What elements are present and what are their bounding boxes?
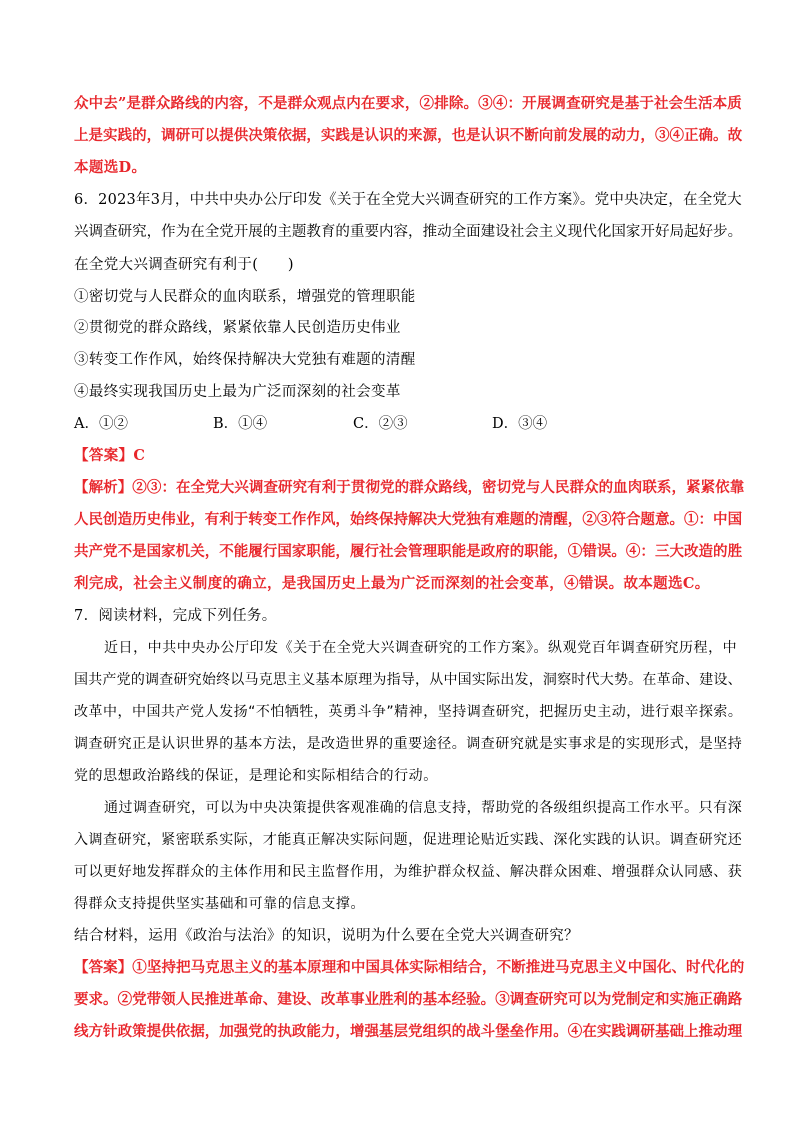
q7-material-p2-line-4: 得群众支持提供坚实基础和可靠的信息支撑。	[74, 896, 365, 912]
q6-answer	[74, 446, 145, 466]
q6-option-a: A．①②	[74, 416, 128, 432]
q7-answer-line-1	[74, 958, 744, 978]
q6-item-4: ④最终实现我国历史上最为广泛而深刻的社会变革	[74, 384, 401, 400]
q7-answer-text-1: ①坚持把马克思主义的基本原理和中国具体实际相结合，不断推进马克思主义中国化、时代化的	[132, 959, 745, 976]
prev-analysis-line-2: 上是实践的，调研可以提供决策依据，实践是认识的来源，也是认识不断向前发展的动力，③④正确。故	[74, 127, 743, 144]
q7-material-p1-line-3: 改革中，中国共产党人发扬“不怕牺牲，英勇斗争”精神，坚持调查研究，把握历史主动，进行艰辛探索。	[74, 704, 743, 720]
q6-analysis-line-3: 共产党不是国家机关，不能履行国家职能，履行社会管理职能是政府的职能，①错误。④：三大改造的胜	[74, 543, 743, 560]
q7-material-p2-line-3: 可以更好地发挥群众的主体作用和民主监督作用，为维护群众权益、解决群众困难、增强群众认同感、获	[74, 864, 743, 880]
q6-option-b: B．①④	[213, 416, 268, 432]
q7-stem: 7．阅读材料，完成下列任务。	[74, 608, 277, 624]
q6-item-2: ②贯彻党的群众路线，紧紧依靠人民创造历史伟业	[74, 320, 401, 336]
q6-stem-line-3: 在全党大兴调查研究有利于( )	[74, 257, 294, 273]
q7-answer-line-3: 线方针政策提供依据，加强党的执政能力，增强基层党组织的战斗堡垒作用。④在实践调研基础上推动理	[74, 1023, 743, 1040]
q6-analysis-tag: 【解析】	[74, 479, 133, 496]
q7-material-p1-line-2: 国共产党的调查研究始终以马克思主义基本原理为指导，从中国实际出发，洞察时代大势。在革命、建设、	[74, 672, 742, 688]
q6-stem-line-1: 6．2023年3月，中共中央办公厅印发《关于在全党大兴调查研究的工作方案》。党中央决定，在全党大	[74, 192, 742, 208]
q7-material-p1-line-5: 党的思想政治路线的保证，是理论和实际相结合的行动。	[74, 768, 438, 784]
q7-material-p1-line-1: 近日，中共中央办公厅印发《关于在全党大兴调查研究的工作方案》。纵观党百年调查研究历程，中	[104, 640, 738, 656]
prev-analysis-line-1: 众中去”是群众路线的内容，不是群众观点内在要求，②排除。③④：开展调查研究是基于社会生活本质	[74, 95, 742, 112]
q6-option-d: D．③④	[492, 416, 548, 432]
q6-answer-value: C	[133, 447, 146, 464]
q7-answer-tag: 【答案】	[74, 959, 133, 976]
q6-option-c: C．②③	[353, 416, 408, 432]
q7-material-p2-line-1: 通过调查研究，可以为中央决策提供客观准确的信息支持，帮助党的各级组织提高工作水平。只有深	[104, 800, 743, 816]
q6-analysis-line-1	[74, 478, 744, 498]
q7-material-p2-line-2: 入调查研究，紧密联系实际，才能真正解决实际问题，促进理论贴近实践、深化实践的认识。调查研究还	[74, 832, 743, 848]
q6-item-3: ③转变工作作风，始终保持解决大党独有难题的清醒	[74, 352, 416, 368]
q6-item-1: ①密切党与人民群众的血肉联系，增强党的管理职能	[74, 289, 416, 305]
prev-analysis-line-3: 本题选D。	[74, 159, 147, 176]
q7-material-p1-line-4: 调查研究正是认识世界的基本方法，是改造世界的重要途径。调查研究就是实事求是的实现形式，是坚持	[74, 736, 743, 752]
q6-answer-tag: 【答案】	[74, 447, 134, 464]
q7-task: 结合材料，运用《政治与法治》的知识，说明为什么要在全党大兴调查研究？	[74, 928, 579, 944]
q6-analysis-text-1: ②③：在全党大兴调查研究有利于贯彻党的群众路线，密切党与人民群众的血肉联系，紧紧依靠	[132, 479, 745, 496]
q6-analysis-line-2: 人民创造历史伟业，有利于转变工作作风，始终保持解决大党独有难题的清醒，②③符合题意。①：中国	[74, 511, 743, 528]
q6-stem-line-2: 兴调查研究，作为在全党开展的主题教育的重要内容，推动全面建设社会主义现代化国家开好局起好步。	[74, 224, 743, 240]
q7-answer-line-2: 要求。②党带领人民推进革命、建设、改革事业胜利的基本经验。③调查研究可以为党制定和实施正确路	[74, 991, 743, 1008]
q6-analysis-line-4: 利完成，社会主义制度的确立，是我国历史上最为广泛而深刻的社会变革，④错误。故本题选C。	[74, 575, 710, 592]
